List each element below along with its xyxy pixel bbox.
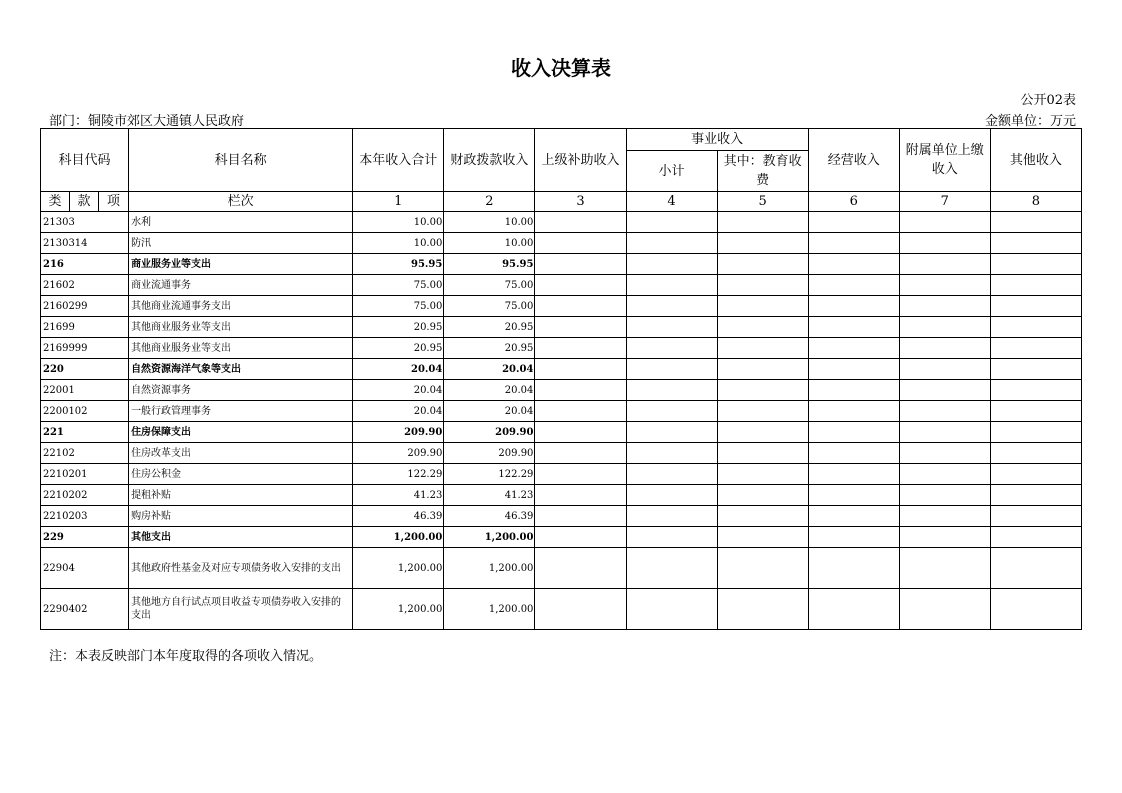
table-note: 注：本表反映部门本年度取得的各项收入情况。	[49, 649, 323, 664]
row-empty-cell	[717, 233, 808, 254]
row-empty-cell	[535, 548, 626, 589]
row-name: 住房改革支出	[129, 443, 353, 464]
row-empty-cell	[808, 212, 899, 233]
row-name: 水利	[129, 212, 353, 233]
row-code: 2130314	[41, 233, 129, 254]
table-row	[41, 338, 1082, 359]
table-row	[41, 359, 1082, 380]
row-code: 2160299	[41, 296, 129, 317]
row-fiscal: 20.04	[444, 380, 535, 401]
row-fiscal: 46.39	[444, 506, 535, 527]
row-empty-cell	[717, 464, 808, 485]
row-fiscal: 75.00	[444, 275, 535, 296]
row-total: 75.00	[353, 296, 444, 317]
row-empty-cell	[626, 401, 717, 422]
row-empty-cell	[626, 443, 717, 464]
row-name: 自然资源海洋气象等支出	[129, 359, 353, 380]
income-table	[40, 128, 1082, 630]
row-empty-cell	[717, 589, 808, 630]
row-empty-cell	[626, 464, 717, 485]
header-col-1: 1	[353, 192, 444, 212]
row-code: 21699	[41, 317, 129, 338]
table-row	[41, 401, 1082, 422]
row-empty-cell	[990, 359, 1081, 380]
row-fiscal: 41.23	[444, 485, 535, 506]
header-col-8: 8	[990, 192, 1081, 212]
table-row	[41, 317, 1082, 338]
table-row	[41, 233, 1082, 254]
row-empty-cell	[535, 422, 626, 443]
row-code: 216	[41, 254, 129, 275]
row-empty-cell	[535, 380, 626, 401]
header-col-7: 7	[899, 192, 990, 212]
row-empty-cell	[808, 464, 899, 485]
row-empty-cell	[899, 548, 990, 589]
row-name: 其他商业服务业等支出	[129, 317, 353, 338]
row-empty-cell	[899, 422, 990, 443]
row-empty-cell	[717, 317, 808, 338]
header-col-2: 2	[444, 192, 535, 212]
row-total: 209.90	[353, 443, 444, 464]
row-fiscal: 75.00	[444, 296, 535, 317]
row-empty-cell	[808, 589, 899, 630]
row-empty-cell	[808, 443, 899, 464]
row-empty-cell	[808, 359, 899, 380]
row-empty-cell	[899, 485, 990, 506]
row-empty-cell	[899, 233, 990, 254]
row-code: 2290402	[41, 589, 129, 630]
row-empty-cell	[808, 527, 899, 548]
row-empty-cell	[717, 401, 808, 422]
table-row	[41, 254, 1082, 275]
row-name: 商业流通事务	[129, 275, 353, 296]
row-empty-cell	[899, 401, 990, 422]
row-empty-cell	[990, 485, 1081, 506]
header-code: 科目代码	[41, 129, 129, 192]
row-empty-cell	[990, 296, 1081, 317]
row-code: 2169999	[41, 338, 129, 359]
row-total: 122.29	[353, 464, 444, 485]
row-empty-cell	[535, 317, 626, 338]
row-empty-cell	[990, 338, 1081, 359]
table-row	[41, 296, 1082, 317]
table-row	[41, 275, 1082, 296]
row-empty-cell	[899, 464, 990, 485]
row-empty-cell	[899, 212, 990, 233]
header-col-6: 6	[808, 192, 899, 212]
row-empty-cell	[899, 359, 990, 380]
header-fiscal: 财政拨款收入	[444, 129, 535, 192]
table-row	[41, 527, 1082, 548]
header-superior: 上级补助收入	[535, 129, 626, 192]
table-row	[41, 443, 1082, 464]
row-empty-cell	[535, 338, 626, 359]
row-empty-cell	[899, 527, 990, 548]
row-empty-cell	[990, 254, 1081, 275]
row-empty-cell	[626, 317, 717, 338]
row-empty-cell	[626, 380, 717, 401]
row-name: 购房补贴	[129, 506, 353, 527]
header-kuan: 款	[70, 192, 99, 212]
row-code: 22001	[41, 380, 129, 401]
row-empty-cell	[899, 275, 990, 296]
row-empty-cell	[626, 506, 717, 527]
row-empty-cell	[535, 443, 626, 464]
row-total: 75.00	[353, 275, 444, 296]
row-empty-cell	[990, 548, 1081, 589]
row-empty-cell	[899, 317, 990, 338]
row-empty-cell	[535, 359, 626, 380]
row-fiscal: 209.90	[444, 443, 535, 464]
row-empty-cell	[808, 401, 899, 422]
row-total: 20.95	[353, 338, 444, 359]
row-empty-cell	[808, 317, 899, 338]
row-empty-cell	[717, 254, 808, 275]
row-empty-cell	[990, 233, 1081, 254]
form-number: 公开02表	[1020, 93, 1076, 108]
row-empty-cell	[535, 527, 626, 548]
row-empty-cell	[899, 443, 990, 464]
row-empty-cell	[626, 254, 717, 275]
table-row	[41, 548, 1082, 589]
row-empty-cell	[717, 548, 808, 589]
row-empty-cell	[535, 212, 626, 233]
row-total: 209.90	[353, 422, 444, 443]
row-empty-cell	[535, 254, 626, 275]
row-total: 10.00	[353, 212, 444, 233]
row-empty-cell	[535, 589, 626, 630]
header-business: 事业收入	[626, 129, 808, 151]
row-name: 其他商业流通事务支出	[129, 296, 353, 317]
header-col-3: 3	[535, 192, 626, 212]
row-empty-cell	[626, 485, 717, 506]
row-total: 1,200.00	[353, 548, 444, 589]
row-name: 商业服务业等支出	[129, 254, 353, 275]
row-total: 46.39	[353, 506, 444, 527]
table-row	[41, 506, 1082, 527]
row-fiscal: 122.29	[444, 464, 535, 485]
row-name: 一般行政管理事务	[129, 401, 353, 422]
row-empty-cell	[717, 506, 808, 527]
row-fiscal: 20.04	[444, 359, 535, 380]
header-operating: 经营收入	[808, 129, 899, 192]
row-empty-cell	[535, 275, 626, 296]
row-empty-cell	[626, 359, 717, 380]
header-total: 本年收入合计	[353, 129, 444, 192]
row-empty-cell	[717, 527, 808, 548]
row-empty-cell	[990, 464, 1081, 485]
row-empty-cell	[626, 233, 717, 254]
row-name: 提租补贴	[129, 485, 353, 506]
table-row	[41, 485, 1082, 506]
row-code: 2210203	[41, 506, 129, 527]
row-name: 其他商业服务业等支出	[129, 338, 353, 359]
row-empty-cell	[535, 506, 626, 527]
row-fiscal: 10.00	[444, 212, 535, 233]
header-lanci: 栏次	[129, 192, 353, 212]
table-row	[41, 589, 1082, 630]
row-empty-cell	[717, 380, 808, 401]
row-empty-cell	[717, 485, 808, 506]
row-code: 2210202	[41, 485, 129, 506]
row-empty-cell	[990, 275, 1081, 296]
table-row	[41, 422, 1082, 443]
row-code: 221	[41, 422, 129, 443]
row-total: 10.00	[353, 233, 444, 254]
row-total: 95.95	[353, 254, 444, 275]
row-empty-cell	[990, 317, 1081, 338]
row-empty-cell	[899, 338, 990, 359]
row-empty-cell	[535, 464, 626, 485]
row-empty-cell	[717, 338, 808, 359]
row-empty-cell	[626, 589, 717, 630]
row-empty-cell	[990, 443, 1081, 464]
row-empty-cell	[808, 275, 899, 296]
row-empty-cell	[899, 380, 990, 401]
row-empty-cell	[626, 296, 717, 317]
row-empty-cell	[808, 548, 899, 589]
page-title: 收入决算表	[511, 56, 611, 80]
header-col-5: 5	[717, 192, 808, 212]
row-empty-cell	[808, 254, 899, 275]
row-fiscal: 209.90	[444, 422, 535, 443]
row-code: 22904	[41, 548, 129, 589]
row-empty-cell	[899, 296, 990, 317]
row-empty-cell	[535, 485, 626, 506]
table-row	[41, 464, 1082, 485]
row-name: 其他政府性基金及对应专项债务收入安排的支出	[129, 548, 353, 589]
row-code: 22102	[41, 443, 129, 464]
row-code: 220	[41, 359, 129, 380]
row-fiscal: 1,200.00	[444, 527, 535, 548]
department-label: 部门：铜陵市郊区大通镇人民政府	[49, 114, 245, 129]
row-total: 1,200.00	[353, 589, 444, 630]
row-name: 住房保障支出	[129, 422, 353, 443]
row-empty-cell	[626, 422, 717, 443]
row-empty-cell	[990, 506, 1081, 527]
row-empty-cell	[535, 401, 626, 422]
row-empty-cell	[990, 401, 1081, 422]
row-empty-cell	[717, 296, 808, 317]
row-empty-cell	[808, 506, 899, 527]
header-lei: 类	[41, 192, 70, 212]
row-name: 住房公积金	[129, 464, 353, 485]
row-fiscal: 20.95	[444, 338, 535, 359]
row-name: 防汛	[129, 233, 353, 254]
row-empty-cell	[808, 422, 899, 443]
row-total: 20.04	[353, 401, 444, 422]
row-total: 20.04	[353, 359, 444, 380]
row-code: 21303	[41, 212, 129, 233]
row-name: 其他支出	[129, 527, 353, 548]
row-empty-cell	[990, 589, 1081, 630]
amount-unit-label: 金额单位：万元	[984, 114, 1076, 129]
row-empty-cell	[990, 212, 1081, 233]
table-row	[41, 212, 1082, 233]
row-name: 其他地方自行试点项目收益专项债券收入安排的支出	[129, 589, 353, 630]
header-col-4: 4	[626, 192, 717, 212]
row-fiscal: 20.95	[444, 317, 535, 338]
row-empty-cell	[626, 338, 717, 359]
row-fiscal: 1,200.00	[444, 548, 535, 589]
row-fiscal: 1,200.00	[444, 589, 535, 630]
row-empty-cell	[717, 359, 808, 380]
row-fiscal: 95.95	[444, 254, 535, 275]
row-total: 1,200.00	[353, 527, 444, 548]
row-empty-cell	[899, 254, 990, 275]
header-other: 其他收入	[990, 129, 1081, 192]
header-education: 其中：教育收费	[717, 151, 808, 192]
row-code: 2200102	[41, 401, 129, 422]
header-subtotal: 小计	[626, 151, 717, 192]
row-code: 229	[41, 527, 129, 548]
row-empty-cell	[717, 212, 808, 233]
row-total: 41.23	[353, 485, 444, 506]
row-empty-cell	[626, 548, 717, 589]
row-empty-cell	[717, 443, 808, 464]
header-name: 科目名称	[129, 129, 353, 192]
row-empty-cell	[626, 275, 717, 296]
row-fiscal: 10.00	[444, 233, 535, 254]
row-empty-cell	[717, 275, 808, 296]
table-row	[41, 380, 1082, 401]
table-body	[41, 212, 1082, 630]
row-name: 自然资源事务	[129, 380, 353, 401]
row-empty-cell	[990, 527, 1081, 548]
row-empty-cell	[626, 212, 717, 233]
row-empty-cell	[990, 380, 1081, 401]
row-empty-cell	[990, 422, 1081, 443]
row-empty-cell	[535, 233, 626, 254]
row-total: 20.04	[353, 380, 444, 401]
row-empty-cell	[717, 422, 808, 443]
row-empty-cell	[899, 506, 990, 527]
row-total: 20.95	[353, 317, 444, 338]
header-xiang: 项	[99, 192, 129, 212]
row-code: 21602	[41, 275, 129, 296]
row-empty-cell	[808, 233, 899, 254]
row-code: 2210201	[41, 464, 129, 485]
row-fiscal: 20.04	[444, 401, 535, 422]
header-affiliated: 附属单位上缴收入	[899, 129, 990, 192]
row-empty-cell	[808, 296, 899, 317]
row-empty-cell	[808, 485, 899, 506]
row-empty-cell	[535, 296, 626, 317]
row-empty-cell	[626, 527, 717, 548]
row-empty-cell	[808, 380, 899, 401]
row-empty-cell	[808, 338, 899, 359]
row-empty-cell	[899, 589, 990, 630]
